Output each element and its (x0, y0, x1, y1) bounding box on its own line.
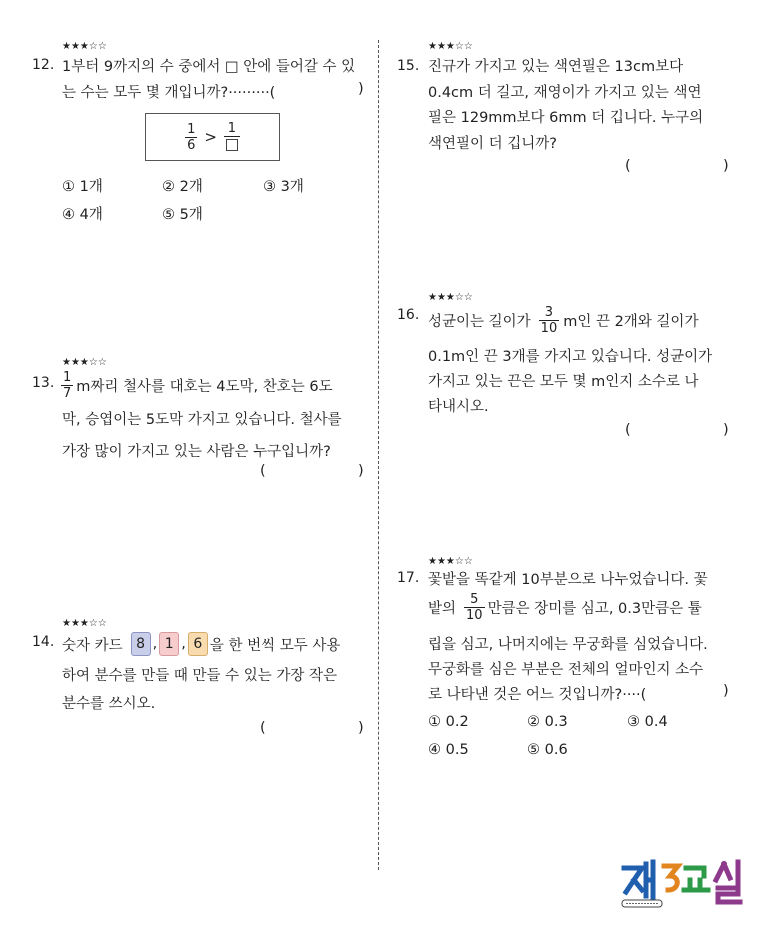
number-card-8: 8 (131, 632, 151, 656)
q13-answer-paren-close: ) (358, 463, 364, 479)
q13-line1: $\frac{1}{7}$ m짜리 철사를 대호는 4도막, 찬호는 6도 (63, 370, 333, 401)
q14-answer-paren-close: ) (358, 720, 364, 736)
q17-line4: 무궁화를 심은 부분은 전체의 얼마인지 소수 (428, 662, 704, 678)
q17-choice-4[interactable]: ④ 0.5 (428, 742, 469, 758)
q16-line4: 타내시오. (428, 399, 489, 415)
q15-line4: 색연필이 더 깁니까? (428, 136, 557, 152)
q14-number: 14. (32, 634, 55, 650)
q12-fraction-left: $\frac{1}{6}$ (187, 121, 196, 153)
q15-line1: 진규가 가지고 있는 색연필은 13cm보다 (428, 59, 684, 75)
q13-fraction: $\frac{1}{7}$ (63, 370, 72, 401)
q14-difficulty-stars: ★★★☆☆ (62, 618, 107, 629)
q17-line2: 밭의 $\frac{5}{10}$ 만큼은 장미를 심고, 0.3만큼은 튤 (428, 592, 702, 623)
q17-difficulty-stars: ★★★☆☆ (428, 556, 473, 567)
q14-line3: 분수를 쓰시오. (62, 696, 156, 712)
number-card-6: 6 (188, 632, 208, 656)
q12-choice-2[interactable]: ② 2개 (162, 179, 203, 195)
q12-inequality-box (145, 113, 280, 161)
q14-line2: 하여 분수를 만들 때 만들 수 있는 가장 작은 (62, 668, 337, 684)
logo-char-4 (716, 862, 740, 902)
column-divider (378, 40, 379, 870)
q17-line5: 로 나타낸 것은 어느 것입니까?····( (428, 687, 647, 703)
q14-answer-paren-open: ( (260, 720, 266, 736)
q12-line1: 1부터 9까지의 수 중에서 □ 안에 들어갈 수 있 (62, 59, 356, 75)
q12-choice-4[interactable]: ④ 4개 (62, 207, 103, 223)
q13-answer-paren-open: ( (260, 463, 266, 479)
q12-line2: 는 수는 모두 몇 개입니까?·········( (62, 85, 276, 101)
q16-line1: 성균이는 길이가 $\frac{3}{10}$ m인 끈 2개와 길이가 (428, 305, 699, 336)
q12-number: 12. (32, 57, 55, 73)
q17-number: 17. (397, 570, 420, 586)
q17-choice-3[interactable]: ③ 0.4 (627, 714, 668, 730)
q16-difficulty-stars: ★★★☆☆ (428, 292, 473, 303)
q13-difficulty-stars: ★★★☆☆ (62, 357, 107, 368)
q17-line1: 꽃밭을 똑같게 10부분으로 나누었습니다. 꽃 (428, 572, 708, 588)
logo-char-1 (624, 862, 653, 898)
q16-line2: 0.1m인 끈 3개를 가지고 있습니다. 성균이가 (428, 349, 713, 365)
q13-line2: 막, 승엽이는 5도막 가지고 있습니다. 철사를 (62, 412, 342, 428)
q12-greater-than: > (204, 128, 217, 146)
q12-fraction-right: 1 (224, 121, 240, 154)
q16-answer-paren-open: ( (625, 422, 631, 438)
q13-line3: 가장 많이 가지고 있는 사람은 누구입니까? (62, 444, 331, 460)
q16-line3: 가지고 있는 끈은 모두 몇 m인지 소수로 나 (428, 374, 699, 390)
q17-fraction: $\frac{5}{10}$ (466, 592, 483, 623)
q15-difficulty-stars: ★★★☆☆ (428, 41, 473, 52)
q15-number: 15. (397, 58, 420, 74)
jegyosil-logo (620, 858, 745, 910)
q17-answer-paren-close: ) (723, 683, 729, 699)
q15-line2: 0.4cm 더 길고, 재영이가 가지고 있는 색연 (428, 85, 702, 101)
q13-number: 13. (32, 375, 55, 391)
q17-choice-1[interactable]: ① 0.2 (428, 714, 469, 730)
q17-choice-2[interactable]: ② 0.3 (527, 714, 568, 730)
q12-choice-5[interactable]: ⑤ 5개 (162, 207, 203, 223)
q17-line3: 립을 심고, 나머지에는 무궁화를 심었습니다. (428, 637, 708, 653)
q12-choice-3[interactable]: ③ 3개 (263, 179, 304, 195)
q16-fraction: $\frac{3}{10}$ (540, 305, 558, 336)
q15-answer-paren-open: ( (625, 158, 631, 174)
q12-answer-paren-close: ) (358, 81, 364, 97)
q15-line3: 필은 129mm보다 6mm 더 깁니다. 누구의 (428, 110, 704, 126)
number-card-1: 1 (159, 632, 179, 656)
logo-char-3 (684, 868, 708, 890)
q15-answer-paren-close: ) (723, 158, 729, 174)
q12-choice-1[interactable]: ① 1개 (62, 179, 103, 195)
blank-square-icon (226, 139, 238, 151)
q17-choice-5[interactable]: ⑤ 0.6 (527, 742, 568, 758)
q16-number: 16. (397, 307, 420, 323)
logo-char-2 (664, 866, 678, 890)
q12-difficulty-stars: ★★★☆☆ (62, 41, 107, 52)
q16-answer-paren-close: ) (723, 422, 729, 438)
q14-line1: 숫자 카드 8 , 1 , 6 을 한 번씩 모두 사용 (62, 632, 340, 656)
